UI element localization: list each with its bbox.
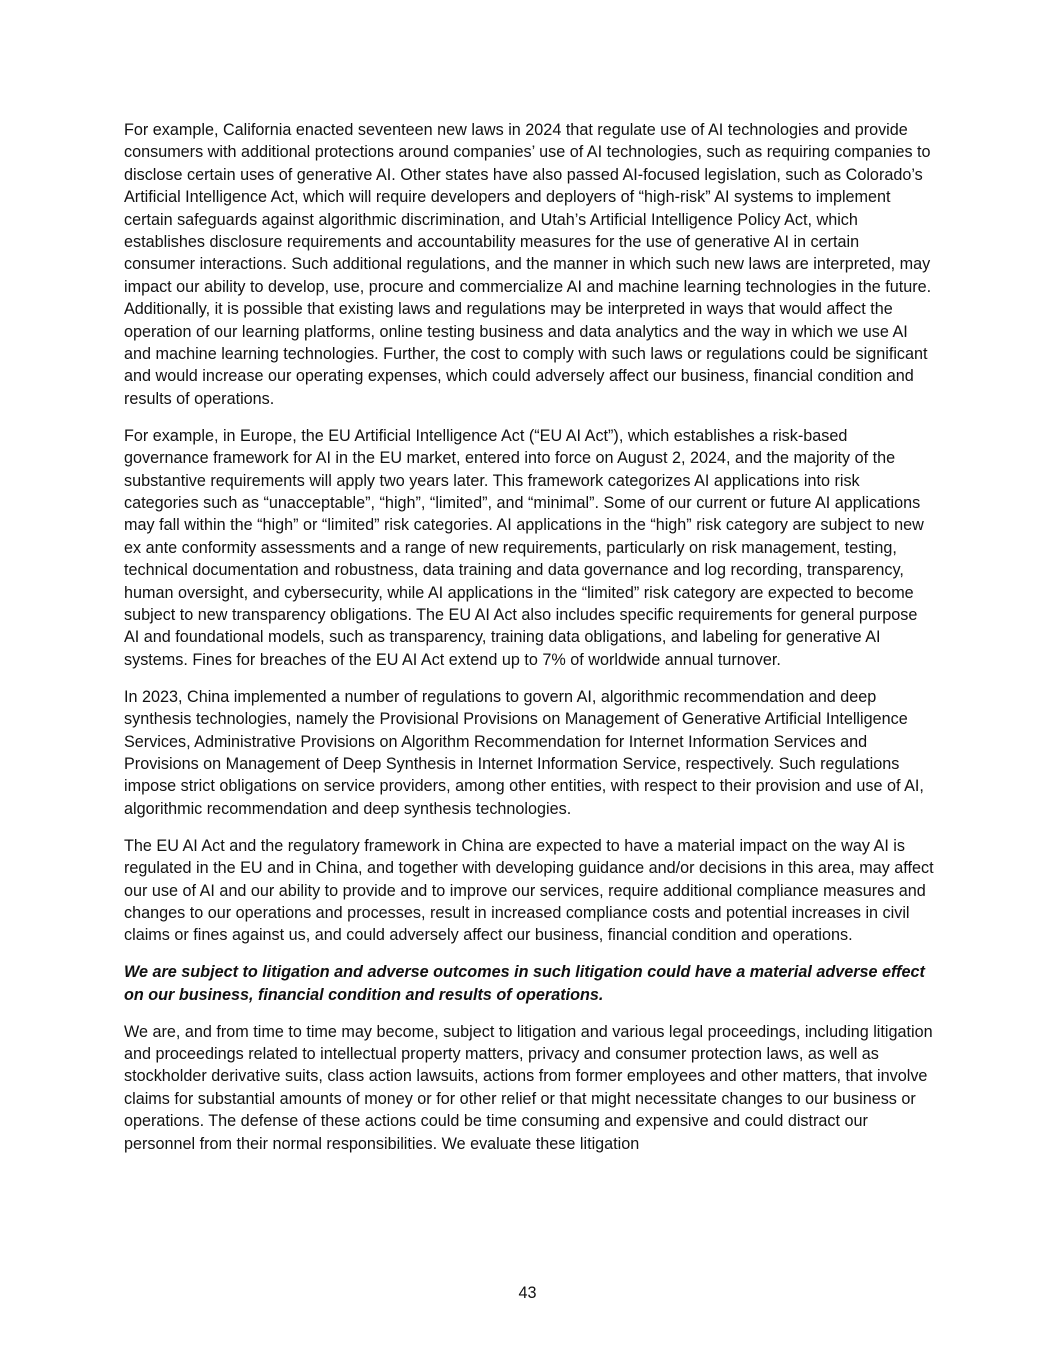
paragraph-regulatory-impact: The EU AI Act and the regulatory framework in China are expected to have a material impact on the way AI is regulated in the EU and in China, and together with developing guidance and/or decisions in this area, may affect our use of AI and our ability to provide and to improve our services, require additional compliance measures and changes to our operations and processes, result in increased compliance costs and potential increases in civil claims or fines against us, and could adversely affect our business, financial condition and operations. (124, 836, 934, 945)
page-number: 43 (518, 1284, 537, 1302)
paragraph-china-ai-regulations: In 2023, China implemented a number of regulations to govern AI, algorithmic recommendation and deep synthesis technologies, namely the Provisional Provisions on Management of Generative Artificial Intelligence Services, Administrative Provisions on Algorithm Recommendation for Internet Information Services and Provisions on Management of Deep Synthesis in Internet Information Service, respectively. Such regulations impose strict obligations on service providers, among other entities, with respect to their provision and use of AI, algorithmic recommendation and deep synthesis technologies. (124, 687, 924, 818)
document-body (124, 119, 934, 1169)
paragraph-california-ai-laws: For example, California enacted seventeen new laws in 2024 that regulate use of AI technologies and provide consumers with additional protections around companies’ use of AI technologies, such as requiring companies to disclose certain uses of generative AI. Other states have also passed AI-focused legislation, such as Colorado’s Artificial Intelligence Act, which will require developers and deployers of “high-risk” AI systems to implement certain safeguards against algorithmic discrimination, and Utah’s Artificial Intelligence Policy Act, which establishes disclosure requirements and accountability measures for the use of generative AI in certain consumer interactions. Such additional regulations, and the manner in which such new laws are interpreted, may impact our ability to develop, use, procure and commercialize AI and machine learning technologies in the future. Additionally, it is possible that existing laws and regulations may be interpreted in ways that would affect the operation of our learning platforms, online testing business and data analytics and the way in which we use AI and machine learning technologies. Further, the cost to comply with such laws or regulations could be significant and would increase our operating expenses, which could adversely affect our business, financial condition and results of operations. (124, 121, 932, 408)
paragraph-eu-ai-act: For example, in Europe, the EU Artificial Intelligence Act (“EU AI Act”), which establishes a risk-based governance framework for AI in the EU market, entered into force on August 2, 2024, and the majority of the substantive requirements will apply two years later. This framework categorizes AI applications into risk categories such as “unacceptable”, “high”, “limited”, and “minimal”. Some of our current or future AI applications may fall within the “high” or “limited” risk categories. AI applications in the “high” risk category are subject to new ex ante conformity assessments and a range of new requirements, particularly on risk management, testing, technical documentation and robustness, data training and data governance and log recording, transparency, human oversight, and cybersecurity, while AI applications in the “limited” risk category are expected to become subject to new transparency obligations. The EU AI Act also includes specific requirements for general purpose AI and foundational models, such as transparency, training data obligations, and labeling for generative AI systems. Fines for breaches of the EU AI Act extend up to 7% of worldwide annual turnover. (124, 426, 924, 669)
paragraph-litigation: We are, and from time to time may become, subject to litigation and various legal proceedings, including litigation and proceedings related to intellectual property matters, privacy and consumer protection laws, as well as stockholder derivative suits, class action lawsuits, actions from former employees and other matters, that involve claims for substantial amounts of money or for other relief or that might necessitate changes to our business or operations. The defense of these actions could be time consuming and expensive and could distract our personnel from their normal responsibilities. We evaluate these litigation (124, 1022, 933, 1153)
risk-factor-heading: We are subject to litigation and adverse outcomes in such litigation could have a material adverse effect on our business, financial condition and results of operations. (124, 963, 925, 1004)
